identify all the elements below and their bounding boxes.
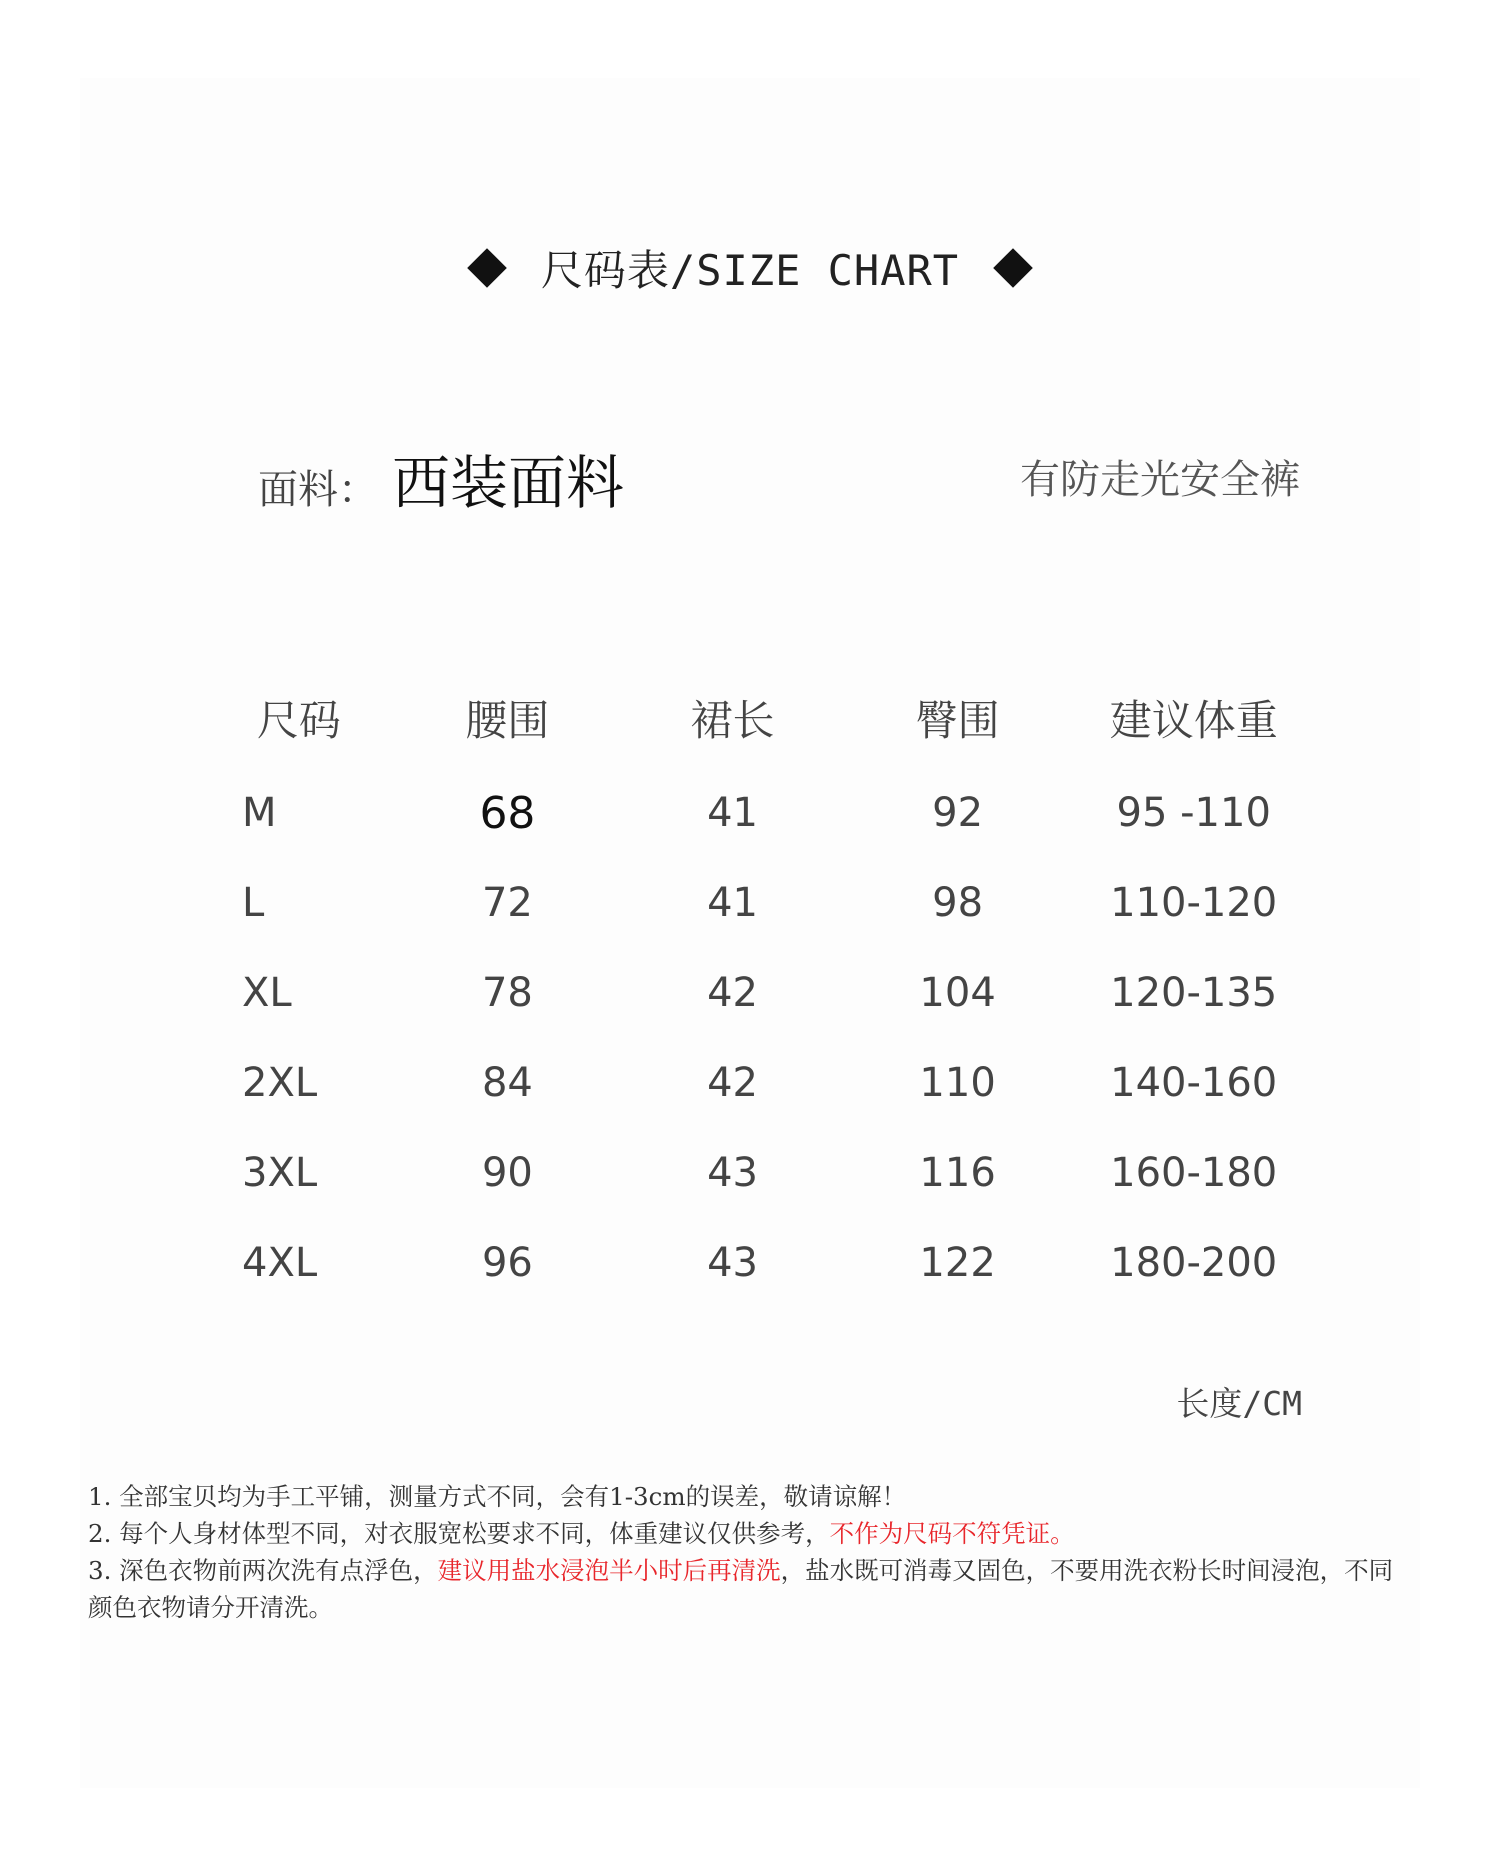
note-3-text: 3. 深色衣物前两次洗有点浮色， — [88, 1556, 438, 1585]
weight-cell: 120-135 — [1110, 970, 1278, 1016]
table-row — [200, 1038, 1320, 1128]
size-table — [200, 668, 1320, 1308]
weight-cell: 110-120 — [1110, 880, 1278, 926]
size-chart-header — [0, 228, 1500, 308]
skirt-length-cell: 41 — [707, 790, 758, 836]
waist-cell: 72 — [481, 880, 533, 926]
column-header-weight: 建议体重 — [1109, 696, 1278, 745]
weight-cell: 140-160 — [1110, 1060, 1278, 1106]
hip-cell: 98 — [932, 880, 984, 926]
skirt-length-cell: 43 — [707, 1240, 758, 1286]
column-header-waist: 腰围 — [465, 696, 550, 745]
weight-cell: 180-200 — [1110, 1240, 1278, 1286]
size-cell: 2XL — [242, 1060, 318, 1106]
skirt-length-cell: 42 — [707, 1060, 758, 1106]
hip-cell: 110 — [919, 1060, 996, 1106]
size-cell: 4XL — [242, 1240, 318, 1286]
page-title: 尺码表/SIZE CHART — [540, 246, 960, 295]
table-row — [200, 1128, 1320, 1218]
waist-cell: 78 — [481, 970, 533, 1016]
waist-cell: 84 — [481, 1060, 533, 1106]
waist-cell: 90 — [481, 1150, 533, 1196]
table-row — [200, 858, 1320, 948]
table-header-row — [200, 668, 1320, 768]
note-3 — [88, 1552, 1408, 1626]
table-row — [200, 1218, 1320, 1308]
note-1: 1. 全部宝贝均为手工平铺，测量方式不同，会有1-3cm的误差，敬请谅解！ — [88, 1482, 907, 1511]
skirt-length-cell: 41 — [707, 880, 758, 926]
fabric-label: 面料： — [258, 467, 378, 513]
column-header-size: 尺码 — [256, 696, 341, 745]
unit-note: 长度/CM — [1176, 1384, 1302, 1423]
note-2-warning: 不作为尺码不符凭证。 — [829, 1519, 1075, 1548]
size-cell: M — [242, 790, 277, 836]
waist-cell: 68 — [479, 787, 536, 839]
fabric-info — [258, 436, 624, 520]
fabric-value: 西装面料 — [392, 449, 625, 517]
weight-cell: 95 -110 — [1116, 790, 1271, 836]
note-3-warning: 建议用盐水浸泡半小时后再清洗 — [437, 1556, 781, 1585]
table-row — [200, 948, 1320, 1038]
feature-note: 有防走光安全裤 — [1020, 457, 1300, 503]
hip-cell: 116 — [919, 1150, 996, 1196]
hip-cell: 92 — [932, 790, 984, 836]
notes-section — [88, 1478, 1408, 1626]
waist-cell: 96 — [481, 1240, 533, 1286]
column-header-skirt-length: 裙长 — [690, 696, 775, 745]
column-header-hip: 臀围 — [915, 696, 1000, 745]
skirt-length-cell: 43 — [707, 1150, 758, 1196]
size-cell: L — [242, 880, 265, 926]
weight-cell: 160-180 — [1110, 1150, 1278, 1196]
skirt-length-cell: 42 — [707, 970, 758, 1016]
hip-cell: 122 — [919, 1240, 996, 1286]
table-row — [200, 768, 1320, 858]
note-2 — [88, 1515, 1408, 1552]
hip-cell: 104 — [919, 970, 996, 1016]
diamond-icon — [467, 248, 507, 288]
note-2-text: 2. 每个人身材体型不同，对衣服宽松要求不同，体重建议仅供参考， — [88, 1519, 830, 1548]
size-cell: 3XL — [242, 1150, 318, 1196]
diamond-icon — [993, 248, 1033, 288]
note-3-text-end: ，盐水既可消毒又固色，不要用洗衣粉长时间浸泡，不同颜色衣物请分开清洗。 — [88, 1556, 1394, 1622]
size-cell: XL — [242, 970, 292, 1016]
